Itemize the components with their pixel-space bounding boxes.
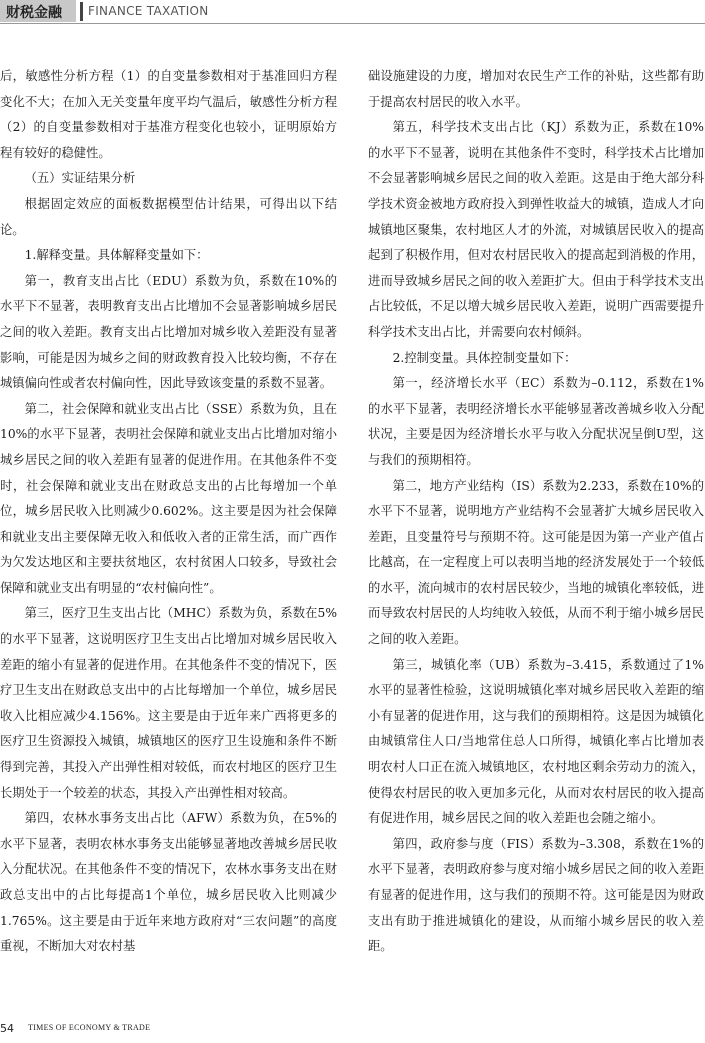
header-separator	[80, 2, 83, 21]
section-heading: （五）实证结果分析	[24, 171, 136, 186]
journal-name: TIMES OF ECONOMY & TRADE	[28, 1023, 151, 1032]
paragraph: 第二，社会保障和就业支出占比（SSE）系数为负，且在10%的水平下显著，表明社会保障和就业支出占比增加对缩小城乡居民之间的收入差距有显著的促进作用。在其他条件不变时，社会保障和就业支出在财政总支出的占比每增加一个单位，城乡居民收入比则减少0.602%。这主要是因为社会保障和就业支出主要保障无收入和低收入者的正常生活，而广西作为欠发达地区和主要扶贫地区，农村贫困人口较多，导致社会保障和就业支出有明显的“农村偏向性”。	[0, 401, 337, 595]
paragraph: 第四，农林水事务支出占比（AFW）系数为负，在5%的水平下显著，表明农林水事务支出能够显著地改善城乡居民收入分配状况。在其他条件不变的情况下，农林水事务支出在财政总支出中的占比每提高1个单位，城乡居民收入比则减少1.765%。这主要是由于近年来地方政府对“三农问题”的高度重视，不断加大对农村基	[0, 811, 337, 954]
paragraph: 第一，经济增长水平（EC）系数为–0.112，系数在1%的水平下显著，表明经济增长水平能够显著改善城乡收入分配状况，主要是因为经济增长水平与收入分配状况呈倒U型，这与我们的预期相符。	[368, 376, 704, 467]
header-section-title: 财税金融	[6, 5, 62, 21]
right-column	[368, 64, 704, 960]
paragraph: 后，敏感性分析方程（1）的自变量参数相对于基准回归方程变化不大；在加入无关变量年度平均气温后，敏感性分析方程（2）的自变量参数相对于基准方程变化也较小，证明原始方程有较好的稳健性。	[0, 69, 337, 160]
subsection-heading: 1.解释变量。具体解释变量如下：	[24, 248, 209, 263]
header-section-subtitle: FINANCE TAXATION	[88, 4, 209, 18]
paragraph: 础设施建设的力度，增加对农民生产工作的补贴，这些都有助于提高农村居民的收入水平。	[368, 69, 704, 109]
left-column	[0, 64, 337, 960]
paragraph: 第一，教育支出占比（EDU）系数为负，系数在10%的水平下不显著，表明教育支出占比增加不会显著影响城乡居民之间的收入差距。教育支出占比增加对城乡收入差距没有显著影响，可能是因为城乡之间的财政教育投入比较均衡，不存在城镇偏向性或者农村偏向性，因此导致该变量的系数不显著。	[0, 273, 337, 391]
page-header	[0, 0, 705, 26]
paragraph: 第三，城镇化率（UB）系数为–3.415，系数通过了1%水平的显著性检验，这说明城镇化率对城乡居民收入差距的缩小有显著的促进作用，这与我们的预期相符。这是因为城镇化由城镇常住人口/当地常住总人口所得，城镇化率占比增加表明农村人口正在流入城镇地区，农村地区剩余劳动力的流入，使得农村居民的收入更加多元化，从而对农村居民的收入提高有促进作用，城乡居民之间的收入差距也会随之缩小。	[368, 657, 704, 826]
paragraph: 第四，政府参与度（FIS）系数为–3.308，系数在1%的水平下显著，表明政府参与度对缩小城乡居民之间的收入差距有显著的促进作用，这与我们的预期不符。这可能是因为财政支出有助于推进城镇化的建设，从而缩小城乡居民的收入差距。	[368, 836, 704, 954]
paragraph: 根据固定效应的面板数据模型估计结果，可得出以下结论。	[0, 196, 337, 237]
subsection-heading: 2.控制变量。具体控制变量如下：	[392, 350, 577, 365]
paragraph: 第五，科学技术支出占比（KJ）系数为正，系数在10%的水平下不显著，说明在其他条件不变时，科学技术占比增加不会显著影响城乡居民之间的收入差距。这是由于绝大部分科学技术资金被地方政府投入到弹性收益大的城镇，造成人才向城镇地区聚集，农村地区人才的外流，对城镇居民收入的提高起到了积极作用，但对农村居民收入的提高起到消极的作用，进而导致城乡居民之间的收入差距扩大。但由于科学技术支出占比较低，不足以增大城乡居民收入差距，说明广西需要提升科学技术支出占比，并需要向农村倾斜。	[368, 120, 704, 339]
header-rule	[0, 23, 705, 24]
page-number: 54	[0, 1022, 14, 1035]
paragraph: 第二，地方产业结构（IS）系数为2.233，系数在10%的水平下不显著，说明地方产业结构不会显著扩大城乡居民收入差距，且变量符号与预期不符。这可能是因为第一产业产值占比越高，在一定程度上可以表明当地的经济发展处于一个较低的水平，流向城市的农村居民较少，当地的城镇化率较低，进而导致农村居民的人均纯收入较低，从而不利于缩小城乡居民之间的收入差距。	[368, 478, 704, 647]
paragraph: 第三，医疗卫生支出占比（MHC）系数为负，系数在5%的水平下显著，这说明医疗卫生支出占比增加对城乡居民收入差距的缩小有显著的促进作用。在其他条件不变的情况下，医疗卫生支出在财政总支出中的占比每增加一个单位，城乡居民收入比相应减少4.156%。这主要是由于近年来广西将更多的医疗卫生资源投入城镇，城镇地区的医疗卫生设施和条件不断得到完善，其投入产出弹性相对较低，而农村地区的医疗卫生长期处于一个较差的状态，其投入产出弹性相对较高。	[0, 606, 337, 800]
